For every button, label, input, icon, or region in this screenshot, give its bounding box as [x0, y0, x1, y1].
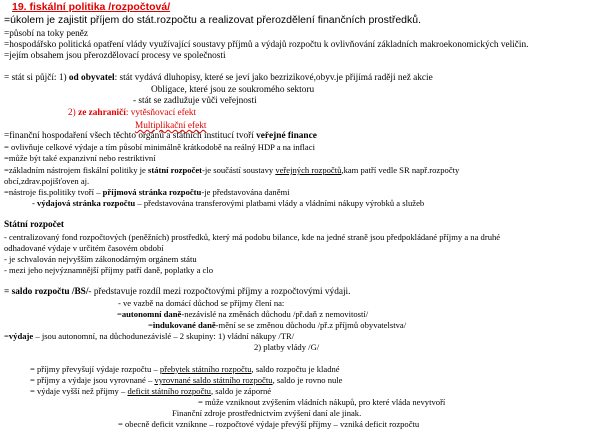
text-line: - stát se zadlužuje vůči veřejnosti [133, 96, 257, 106]
text-line: obcí,zdrav.pojišťoven aj. [4, 176, 90, 186]
text-line: Obligace, které jsou ze soukromého sektoru [151, 85, 315, 95]
text-span: přebytek státního rozpočtu [159, 364, 252, 374]
text-span: = příjmy převyšují výdaje rozpočtu – [30, 364, 160, 374]
text-span: státní rozpočet [148, 165, 203, 175]
text-line: 2) platby vlády /G/ [254, 342, 320, 352]
text-span: -je představována daněmi [201, 187, 290, 197]
text-span: autonomní daně [121, 309, 182, 319]
text-span: = výdaje vyšší než příjmy – [30, 386, 128, 396]
text-span: = [4, 331, 9, 341]
text-line: =hospodářsko politická opatření vlády využívající soustavy příjmů a výdajů rozpočtu k ovlivňování základních makroekonomických veličin. [4, 40, 529, 50]
text-line [117, 309, 368, 320]
text-span: = příjmy a výdaje jsou vyrovnané – [30, 375, 155, 385]
text-span: deficit státního rozpočtu [127, 386, 211, 396]
text-span: - [32, 198, 38, 208]
text-span: příjmová stránka rozpočtu [102, 187, 202, 197]
text-span: =nástroje fis.politiky tvoří – [4, 187, 103, 197]
text-line [4, 73, 433, 84]
text-line [68, 108, 196, 119]
text-span: -nezávislé na změnách důchodu /př.daň z nemovitostí/ [181, 309, 369, 319]
text-span: – představována transferovými platbami vlády a vládními nákupy výrobků a služeb [135, 198, 425, 208]
text-span: -mění se se změnou důchodu /př.z příjmů obyvatelstva/ [215, 320, 407, 330]
text-line: =jejím obsahem jsou přerozdělovací procesy ve společnosti [4, 51, 226, 61]
intro-line: =úkolem je zajistit příjem do stát.rozpočtu a realizovat přerozdělení finančních prostředků. [4, 14, 422, 26]
text-span: = stát si půjčí: 1) [4, 73, 69, 83]
text-span: indukované daně [152, 320, 216, 330]
text-span: - představuje rozdíl mezi rozpočtovými příjmy a rozpočtovými výdaji. [88, 287, 351, 297]
text-line [30, 386, 271, 397]
text-span: Multiplikační efekt [135, 121, 207, 131]
text-line: - ve vazbě na domácí důchod se příjmy člení na: [118, 298, 285, 308]
text-span: : vytěsňovací efekt [125, 108, 197, 118]
text-span: veřejných rozpočtů [275, 165, 342, 175]
text-span: – jsou autonomní, na důchodunezávislé – 2 skupiny: 1) vládní nákupy /TR/ [33, 331, 295, 341]
text-line: =působí na toky peněz [4, 29, 88, 39]
text-line: - centralizovaný fond rozpočtových (peněžních) prostředků, který má podobu bilance, kde na jedné straně jsou předpokládané příjmy a na druhé [4, 232, 501, 242]
text-span: ze zahraničí [78, 108, 126, 118]
title-text: 19. fiskální politika /rozpočtová/ [12, 1, 171, 13]
text-span: =finanční hospodaření všech těchto orgánů a státních institucí tvoří [4, 131, 257, 141]
text-line [4, 287, 350, 298]
text-span: výdajová stránka rozpočtu [37, 198, 136, 208]
text-line [30, 375, 343, 386]
text-span: = saldo rozpočtu /BS/ [4, 287, 89, 297]
text-line [30, 364, 340, 375]
text-span: veřejné finance [256, 131, 317, 141]
text-line [4, 187, 290, 198]
text-span: , saldo je rovno nule [272, 375, 343, 385]
text-span: , saldo rozpočtu je kladné [251, 364, 340, 374]
text-line: = obecně deficit vzniknne – rozpočtové výdaje převýší příjmy – vzniká deficit rozpočtu [118, 419, 420, 429]
text-span: = [117, 309, 122, 319]
text-line [4, 165, 459, 176]
text-line: =může být také expanzivní nebo restriktivní [4, 153, 156, 163]
text-span: =základním nástrojem fiskální politiky je [4, 165, 148, 175]
text-span: -je součástí soustavy [202, 165, 276, 175]
text-line: - je schvalován nejvyšším zákonodárným orgánem státu [4, 254, 197, 264]
text-span: ,kam patří vedle SR např.rozpočty [341, 165, 460, 175]
text-line: - mezi jeho nejvýznamnější příjmy patří daně, poplatky a clo [4, 265, 214, 275]
text-span: : stát vydává dluhopisy, které se jeví jako bezrizikové,obyv.je přijímá raději než akcie [114, 73, 433, 83]
text-span: , saldo je záporné [210, 386, 272, 396]
text-line [4, 331, 294, 342]
text-span: 2) [68, 108, 79, 118]
text-line: = může vzniknout zvýšením vládních nákupů, pro které vláda nevytvoří [198, 397, 446, 407]
text-span: = [148, 320, 153, 330]
text-line: = ovlivňuje celkové výdaje a tím působí minimálně krátkodobě na reálný HDP a na inflaci [4, 142, 315, 152]
text-span: od obyvatel [68, 73, 115, 83]
text-line: odhadované výdaje v určitém časovém období [4, 243, 164, 253]
text-line [4, 131, 317, 142]
text-line [32, 198, 424, 209]
text-span: vyrovnané saldo státního rozpočtu [154, 375, 273, 385]
text-line: Finanční zdroje prostřednictvím zvýšení daní ale jinak. [172, 408, 362, 418]
text-span: výdaje [8, 331, 34, 341]
text-line [148, 320, 406, 331]
page-title [12, 2, 170, 13]
section-heading: Státní rozpočet [4, 220, 64, 230]
